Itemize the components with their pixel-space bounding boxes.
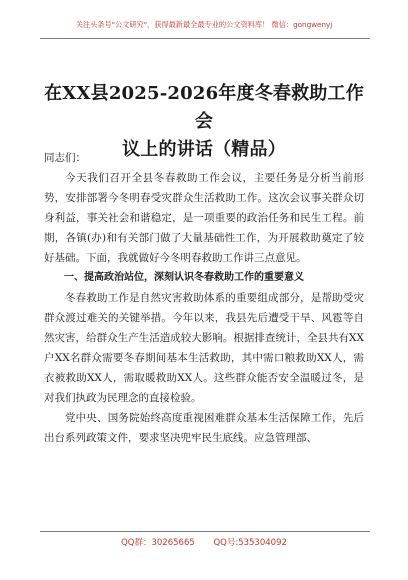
salutation: 同志们：: [44, 152, 86, 164]
header-divider: [40, 38, 370, 39]
footer-qq-group: QQ群：30265665: [121, 538, 195, 548]
section-heading-1: 一、提高政治站位，深刻认识冬春救助工作的重要意义: [64, 272, 304, 283]
footer-qq-number: QQ号:535304092: [213, 538, 287, 548]
footer-divider: [40, 531, 370, 532]
paragraph-intro: 今天我们召开全县冬春救助工作会议，主要任务是分析当前形势，安排部署今冬明春受灾群众生活救助工作。这次会议事关群众切身利益，事关社会和谐稳定，是一项重要的政治任务和民生工程。前期，各镇(办)和有关部门做了大量基础性工作，为开展救助奠定了较好基础。下面，我就做好今冬明春救助工作讲三点意见。: [44, 172, 364, 264]
title-line-2: 议上的讲话（精品）: [122, 139, 286, 160]
paragraph-significance: 冬春救助工作是自然灾害救助体系的重要组成部分，是帮助受灾群众渡过难关的关键举措。今年以来，我县先后遭受干旱、风雹等自然灾害，给群众生产生活造成较大影响。根据排查统计，全县共有XX户XX名群众需要冬春期间基本生活救助，其中需口粮救助XX人，需衣被救助XX人，需取暖救助XX人。这些群众能否安全温暖过冬，是对我们执政为民理念的直接检验。: [44, 292, 364, 404]
document-body: [44, 148, 364, 448]
header-banner: 关注头条号"公文研究"，获得最新最全最专业的公文资料库！ 微信：gongwenyj: [75, 20, 333, 29]
title-line-1: 在XX县2025-2026年度冬春救助工作会: [44, 83, 364, 132]
paragraph-policy: 党中央、国务院始终高度重视困难群众基本生活保障工作，先后出台系列政策文件，要求坚决兜牢民生底线。应急管理部、: [44, 412, 364, 444]
footer-contact: [40, 536, 368, 548]
